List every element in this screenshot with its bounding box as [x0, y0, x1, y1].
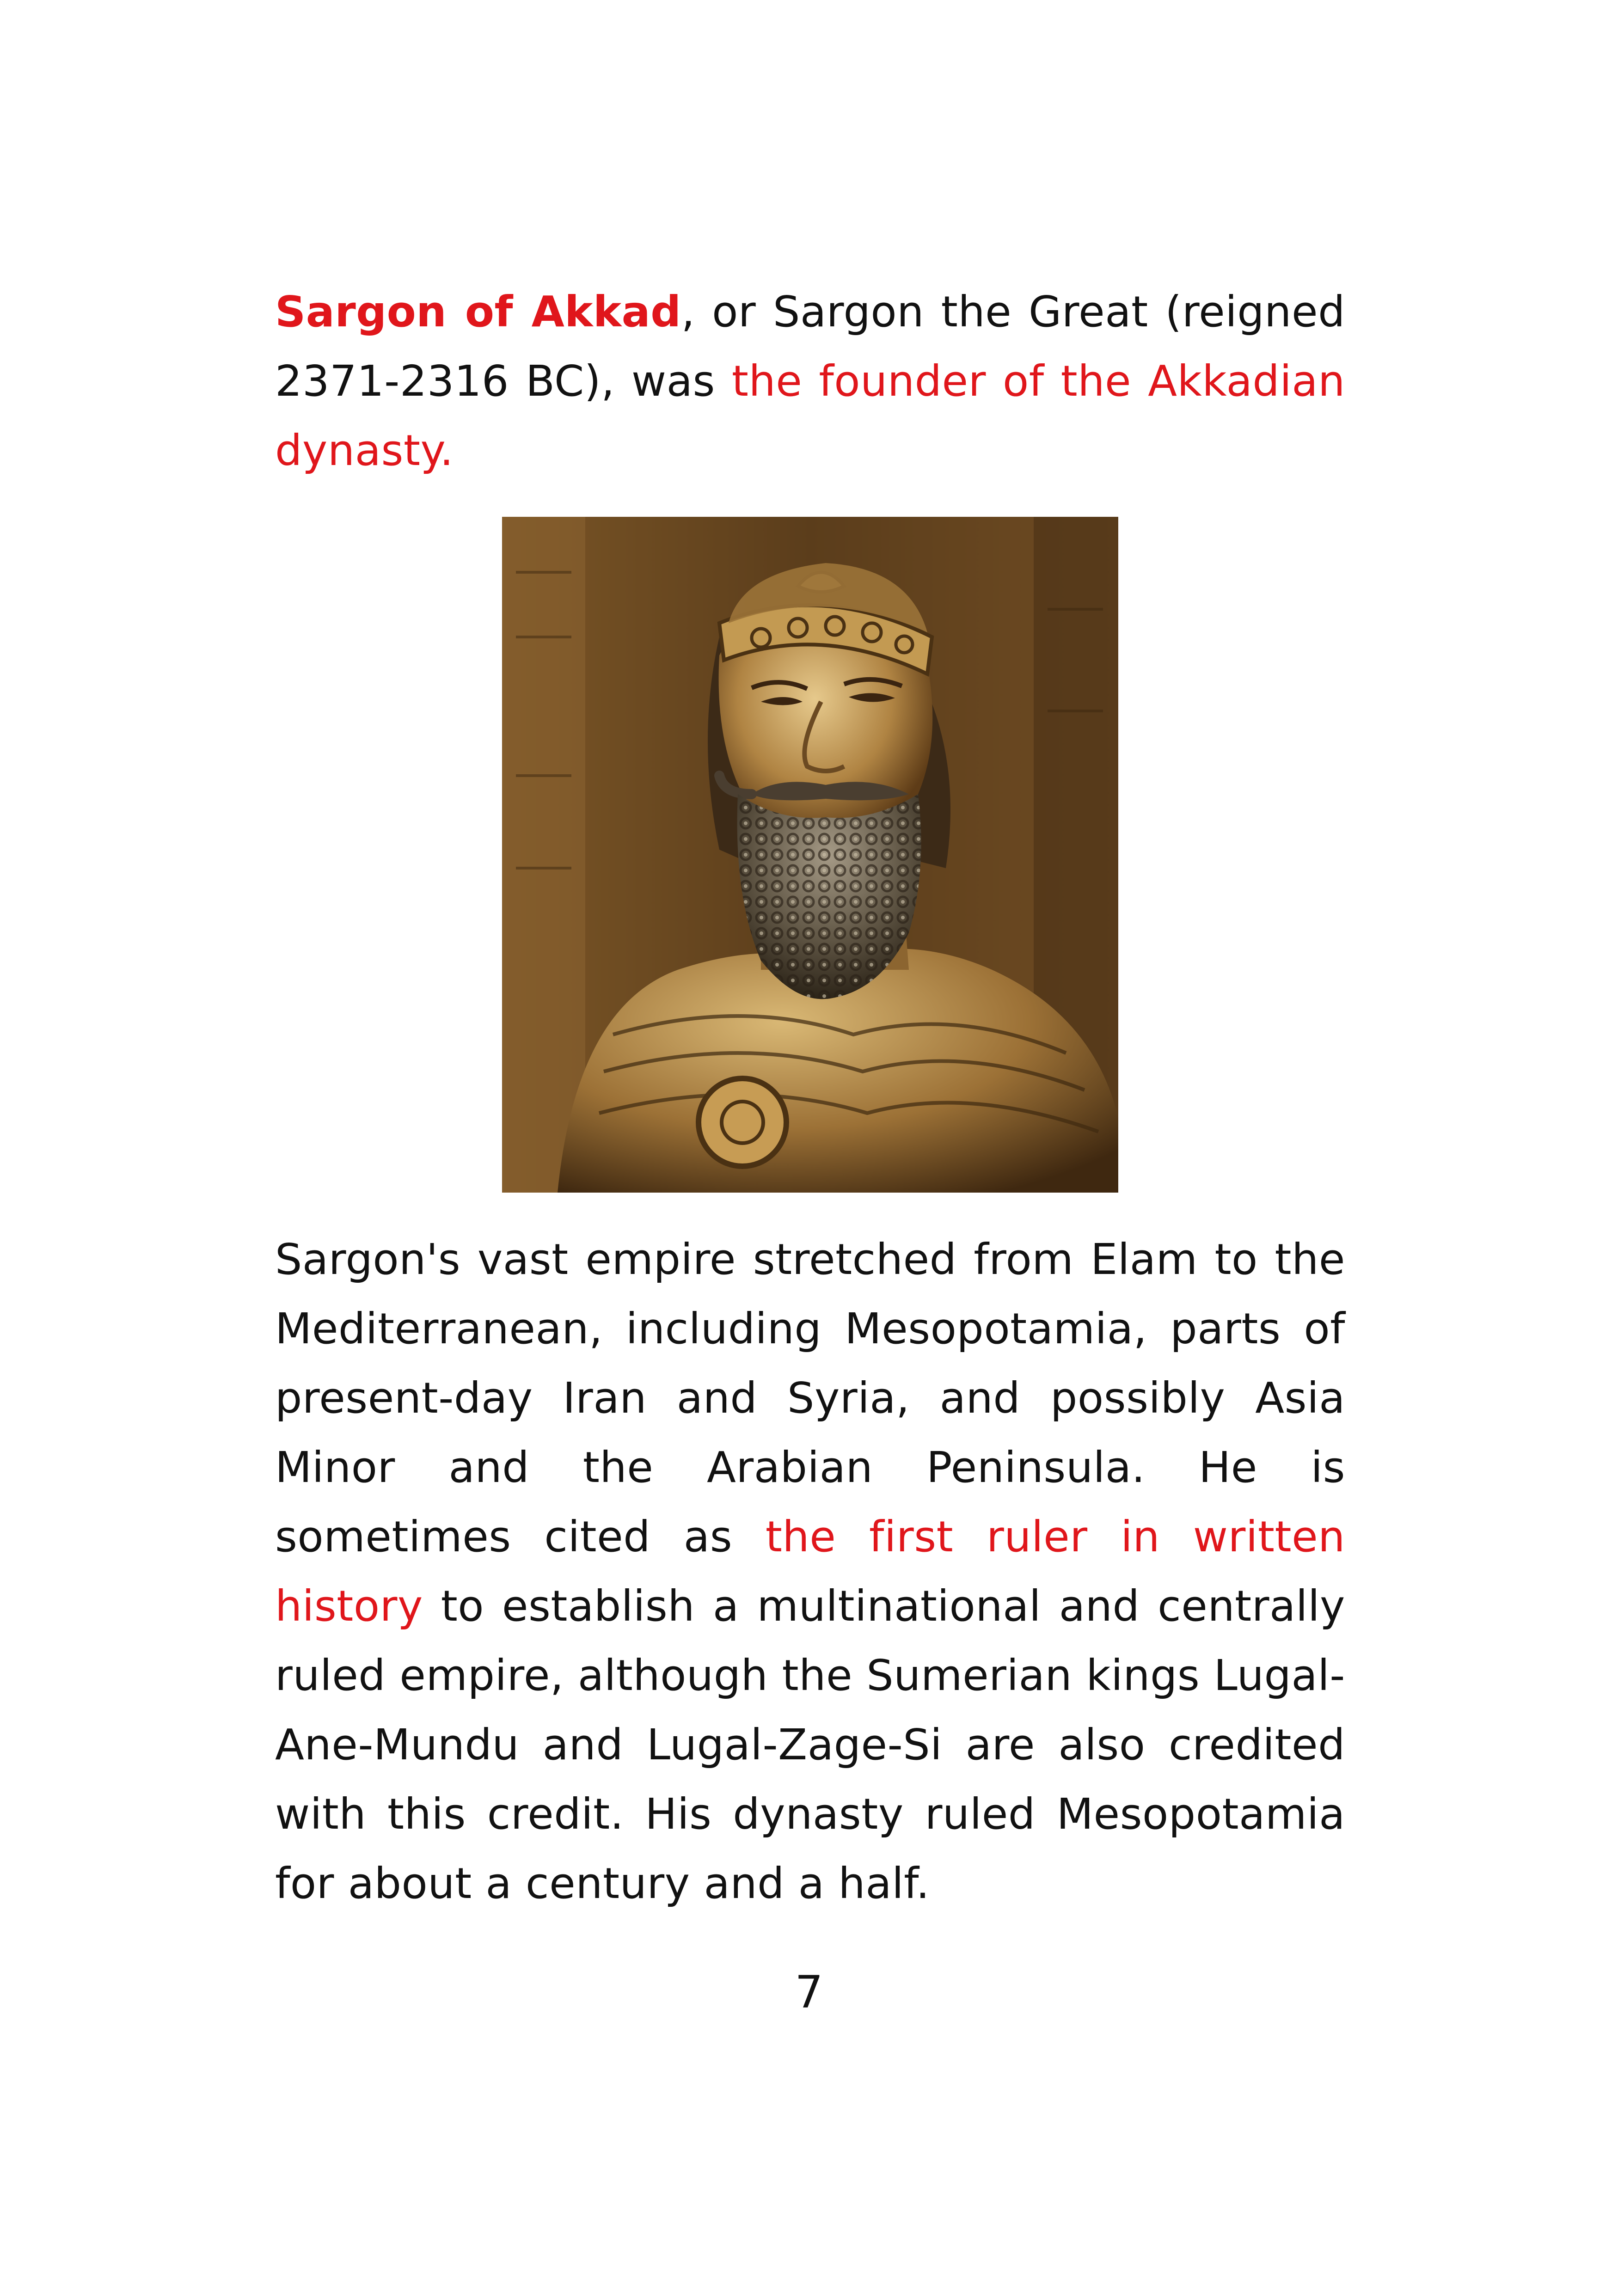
statue-illustration: [502, 517, 1118, 1193]
body-paragraph: [275, 1225, 1345, 1918]
body-text-part1: Sargon's vast empire stretched from Elam to the Mediterranean, including Mesopotamia, parts of present-day Iran and Syria, and possibly Asia Minor and the Arabian Peninsula. He is sometimes cited as: [275, 1235, 1345, 1561]
sargon-statue-image: [502, 517, 1118, 1193]
body-text-part2: to establish a multinational and centrally ruled empire, although the Sumerian kings Lugal-Ane-Mundu and Lugal-Zage-Si are also credited with this credit. His dynasty ruled Mesopotamia for about a century and a half.: [275, 1581, 1345, 1908]
intro-text: , or Sargon the Great (reigned 2371-2316 BC), was: [275, 287, 1345, 406]
intro-highlight: the founder of the Akkadian dynasty.: [275, 356, 1345, 475]
body-highlight: the first ruler in written history: [275, 1512, 1345, 1631]
page-number: 7: [795, 1966, 823, 2018]
intro-paragraph: [275, 277, 1345, 485]
sargon-name: Sargon of Akkad: [275, 287, 681, 337]
